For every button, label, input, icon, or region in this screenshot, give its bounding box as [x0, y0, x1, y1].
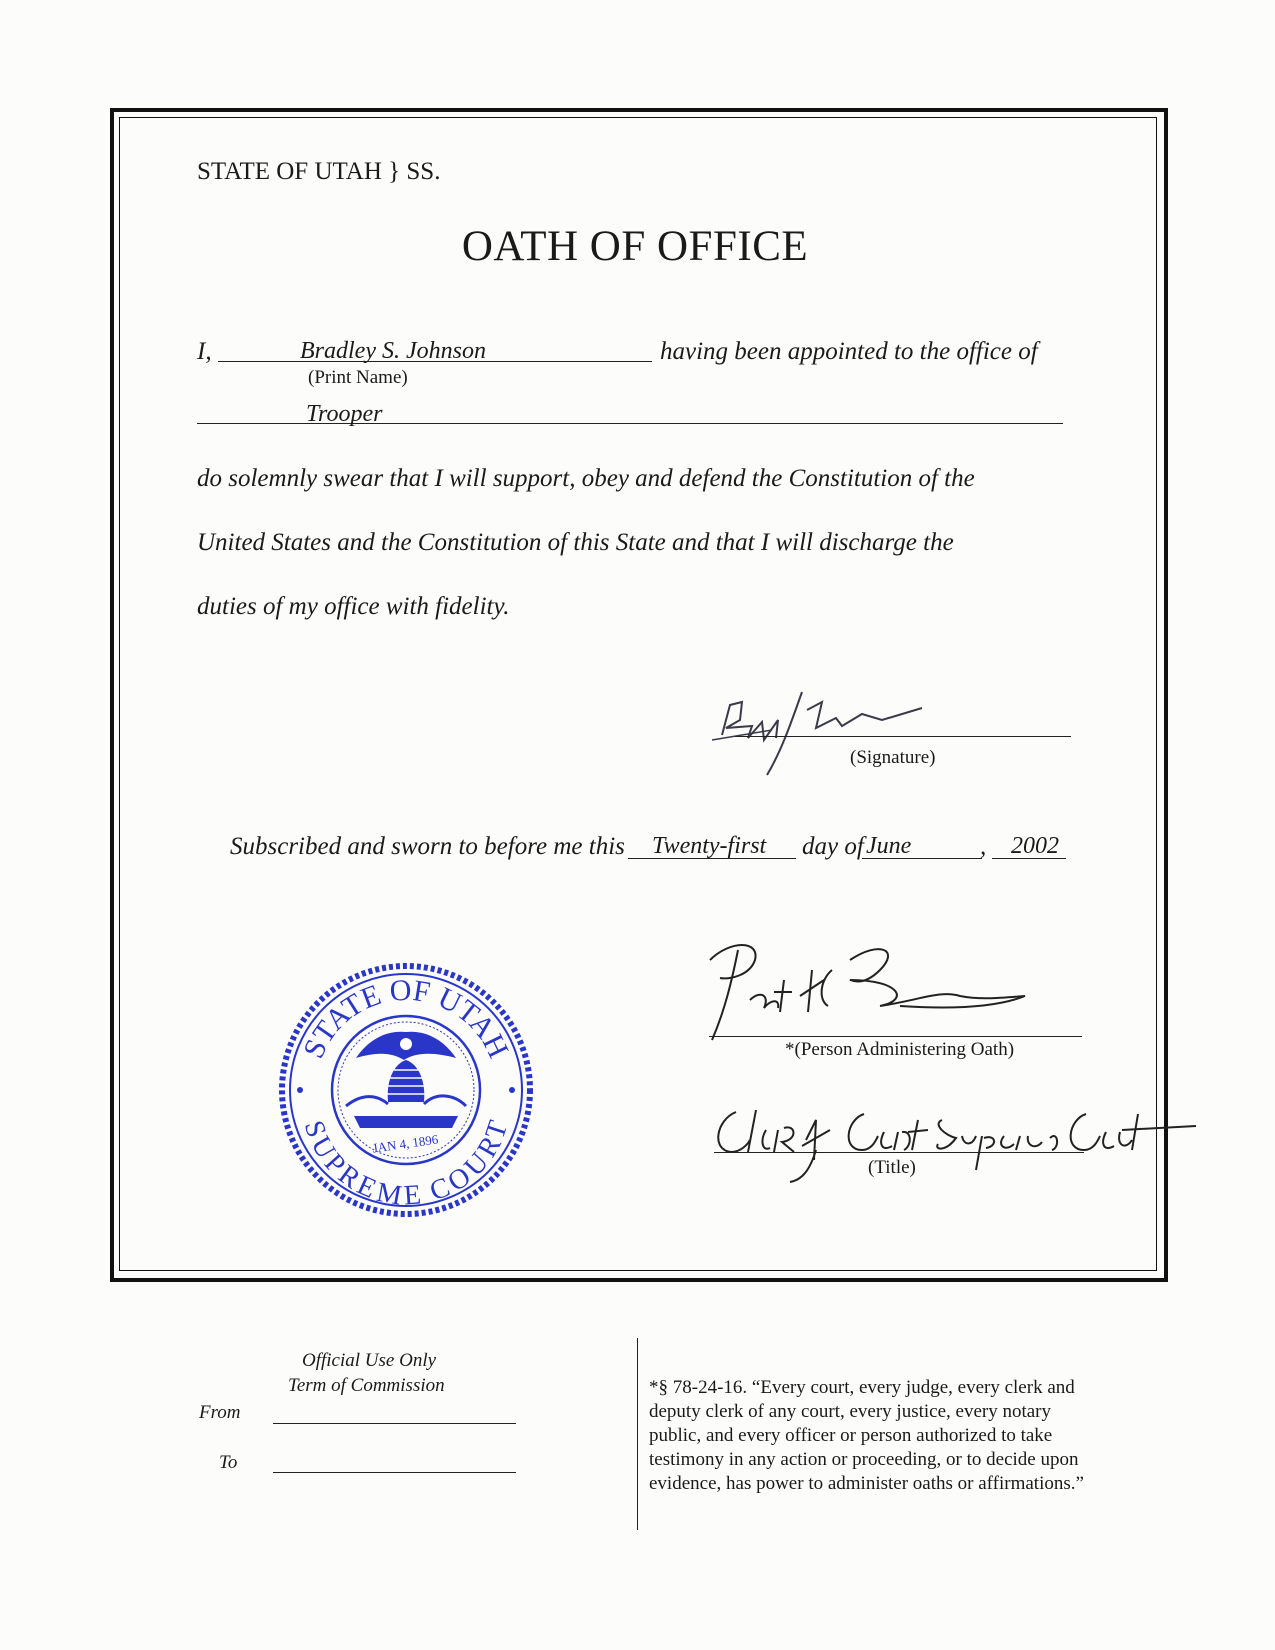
oath-line-1: do solemnly swear that I will support, obey and defend the Constitution of the [197, 465, 975, 492]
oath-line-2: United States and the Constitution of this State and that I will discharge the [197, 529, 954, 556]
subscribed-month: June [866, 833, 912, 859]
appointment-phrase: having been appointed to the office of [660, 338, 1038, 365]
to-field [273, 1472, 516, 1473]
print-name-caption: (Print Name) [308, 367, 408, 388]
venue-line: STATE OF UTAH } SS. [197, 158, 441, 185]
footnote-line-5: evidence, has power to administer oaths or affirmations.” [649, 1473, 1084, 1494]
administrator-signature [700, 940, 1040, 1050]
day-of-label: day of [802, 833, 864, 860]
seal-date: JAN 4, 1896 [371, 1131, 440, 1156]
page-title: OATH OF OFFICE [461, 223, 809, 270]
oath-line-3: duties of my office with fidelity. [197, 593, 510, 620]
footnote-line-1: *§ 78-24-16. “Every court, every judge, every clerk and [649, 1377, 1075, 1398]
administrator-caption: *(Person Administering Oath) [785, 1039, 1015, 1060]
footnote-line-4: testimony in any action or proceeding, or to decide upon [649, 1449, 1079, 1470]
appointment-prefix: I, [197, 338, 212, 365]
date-comma: , [980, 833, 987, 860]
footer-divider [637, 1338, 638, 1530]
subscribed-lead: Subscribed and sworn to before me this [230, 833, 625, 860]
seal-bottom-text: SUPREME COURT [297, 1116, 515, 1212]
from-label: From [199, 1402, 241, 1423]
supreme-court-seal [276, 960, 536, 1220]
office-title: Trooper [306, 401, 383, 427]
administrator-line [709, 1036, 1082, 1037]
footnote-line-3: public, and every officer or person authorized to take [649, 1425, 1053, 1446]
to-label: To [219, 1452, 238, 1473]
signature-caption: (Signature) [850, 747, 936, 768]
document-border-inner [119, 117, 1157, 1271]
from-field [273, 1423, 516, 1424]
footnote-line-2: deputy clerk of any court, every justice, every notary [649, 1401, 1052, 1422]
seal-top-text: STATE OF UTAH [297, 973, 515, 1064]
subscribed-day: Twenty-first [652, 833, 767, 859]
appointee-name: Bradley S. Johnson [300, 338, 486, 364]
statute-footnote [649, 1376, 1119, 1496]
signature-line [735, 736, 1071, 737]
title-line [714, 1152, 1084, 1153]
title-caption: (Title) [868, 1157, 916, 1178]
official-use-heading: Official Use Only [302, 1350, 437, 1371]
title-signature [706, 1100, 1196, 1180]
subscribed-year: 2002 [1011, 833, 1059, 859]
term-of-commission-heading: Term of Commission [288, 1375, 445, 1396]
